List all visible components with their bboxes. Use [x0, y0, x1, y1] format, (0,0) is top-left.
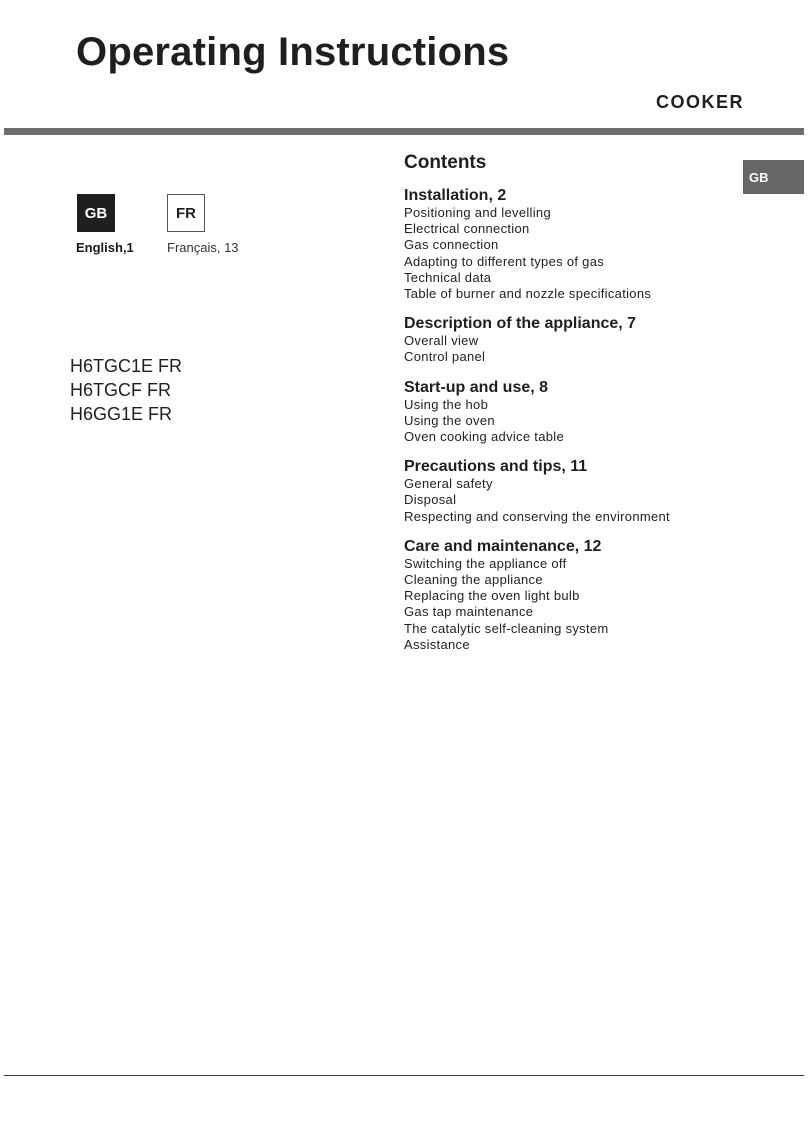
toc-item[interactable]: Replacing the oven light bulb: [404, 588, 580, 604]
model-list: [70, 354, 182, 426]
header-divider: [4, 128, 804, 135]
language-label-french: Français, 13: [167, 240, 239, 255]
toc-item[interactable]: Using the hob: [404, 396, 489, 412]
toc-item[interactable]: Control panel: [404, 349, 486, 365]
toc-item[interactable]: Gas tap maintenance: [404, 604, 534, 620]
toc-section-installation: [404, 186, 734, 302]
toc-section-care: [404, 537, 734, 653]
contents-title: Contents: [404, 152, 487, 173]
toc-section-heading[interactable]: Installation, 2: [404, 187, 507, 204]
footer-divider: [4, 1075, 804, 1076]
model-number: H6GG1E FR: [70, 404, 173, 424]
toc-section-precautions: [404, 457, 734, 525]
toc-section-heading[interactable]: Care and maintenance, 12: [404, 537, 602, 555]
language-label-english: English,1: [76, 240, 134, 255]
toc-section-startup: [404, 378, 734, 446]
toc-item[interactable]: Disposal: [404, 492, 457, 508]
side-language-tab: GB: [743, 160, 804, 194]
toc-item[interactable]: Technical data: [404, 269, 492, 285]
toc-item[interactable]: Switching the appliance off: [404, 555, 567, 571]
toc-item[interactable]: Positioning and levelling: [404, 205, 551, 220]
toc-section-description: [404, 314, 734, 365]
document-subtitle: COOKER: [655, 92, 744, 112]
model-number: H6TGCF FR: [70, 380, 171, 400]
toc-item[interactable]: Assistance: [404, 636, 470, 652]
toc-item[interactable]: Respecting and conserving the environment: [404, 508, 670, 524]
toc-item[interactable]: General safety: [404, 476, 493, 492]
toc-section-heading[interactable]: Precautions and tips, 11: [404, 458, 588, 476]
toc-item[interactable]: The catalytic self-cleaning system: [404, 620, 609, 636]
document-title: Operating Instructions: [76, 30, 510, 74]
toc-section-heading[interactable]: Start-up and use, 8: [404, 378, 549, 396]
language-badge-gb[interactable]: GB: [77, 194, 115, 232]
model-number: H6TGC1E FR: [70, 356, 183, 376]
language-badge-fr[interactable]: FR: [167, 194, 205, 232]
toc-item[interactable]: Cleaning the appliance: [404, 572, 543, 588]
toc-item[interactable]: Gas connection: [404, 237, 499, 253]
toc-item[interactable]: Using the oven: [404, 412, 495, 428]
table-of-contents: [404, 152, 734, 653]
toc-item[interactable]: Overall view: [404, 333, 479, 349]
toc-section-heading[interactable]: Description of the appliance, 7: [404, 315, 637, 333]
toc-item[interactable]: Adapting to different types of gas: [404, 253, 605, 269]
toc-item[interactable]: Table of burner and nozzle specifications: [404, 286, 652, 302]
toc-item[interactable]: Oven cooking advice table: [404, 429, 564, 445]
toc-item[interactable]: Electrical connection: [404, 221, 530, 237]
